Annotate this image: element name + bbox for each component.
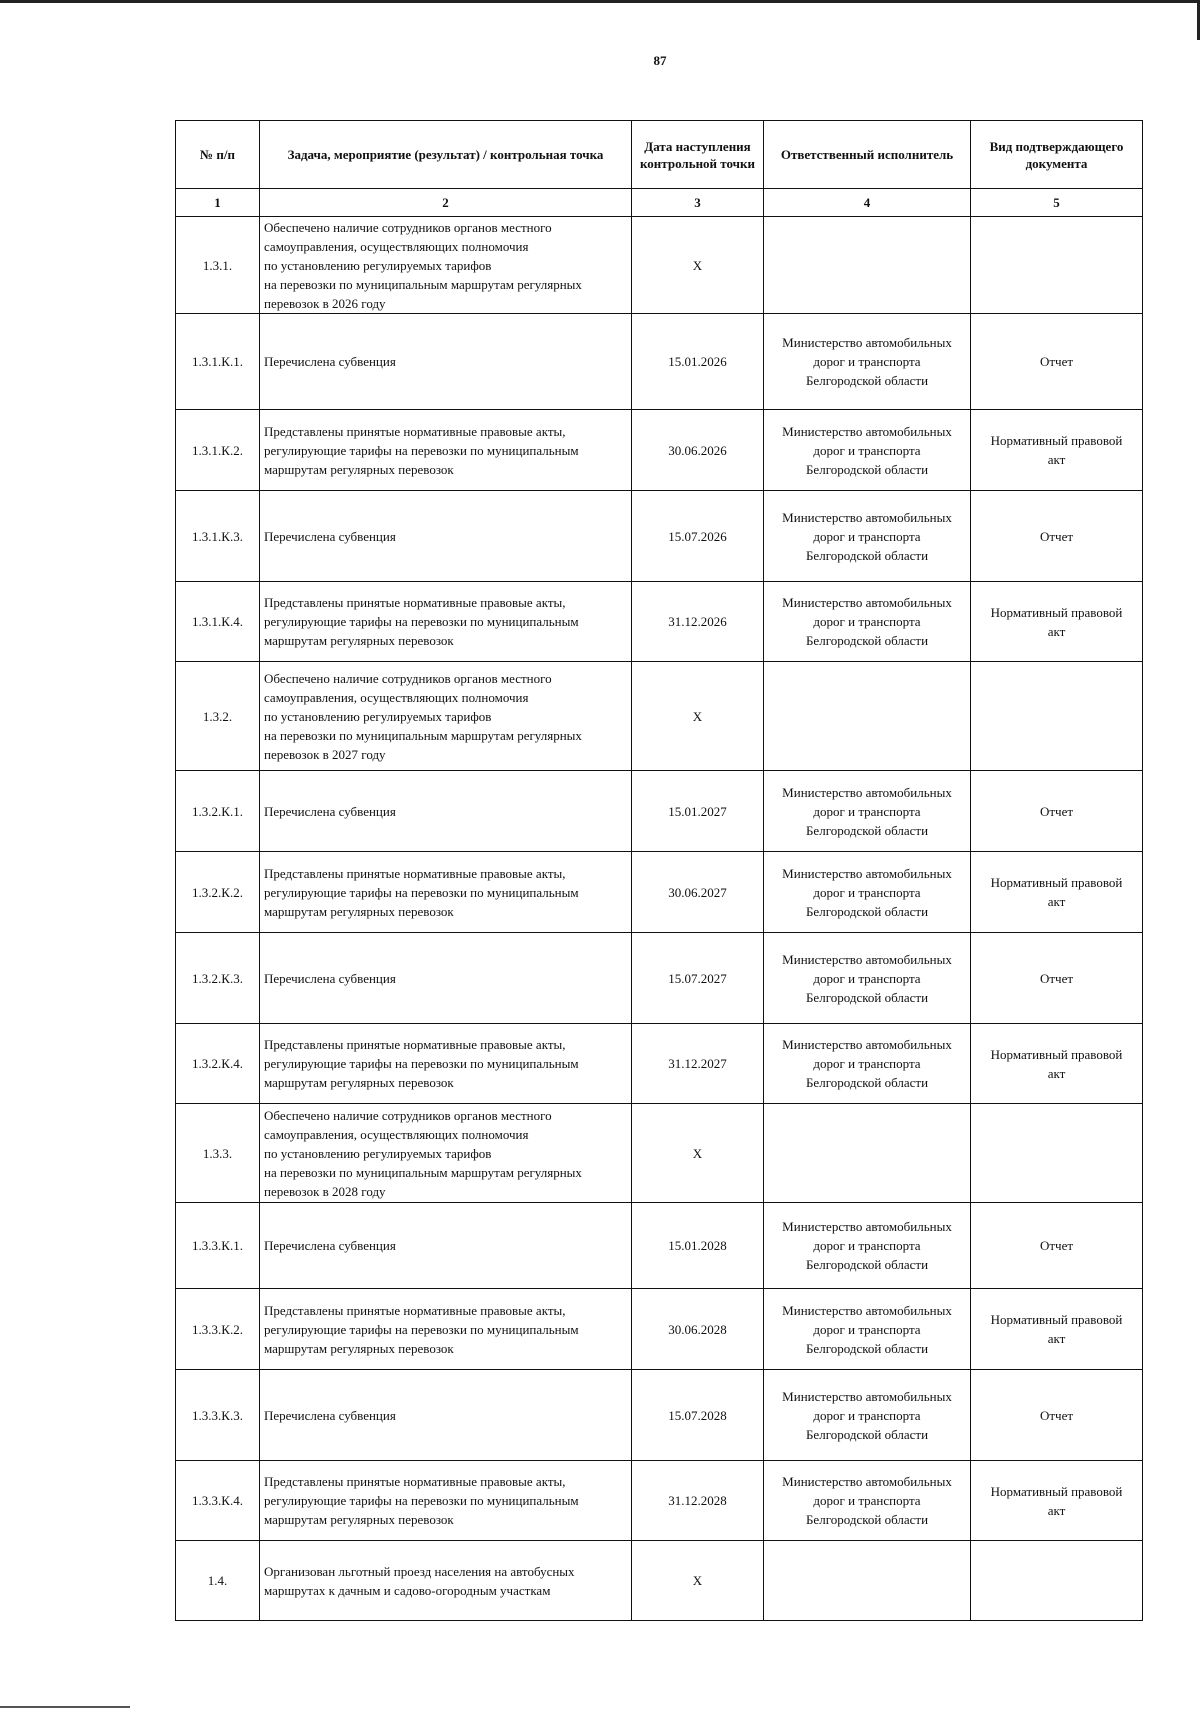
task-text-line: Перечислена субвенция [264, 528, 396, 544]
task-text-line: маршрутам регулярных перевозок [264, 633, 454, 648]
scan-top-edge [0, 0, 1200, 3]
row-number: 1.3.1. [176, 217, 260, 314]
document-type-line: Нормативный правовой [990, 1046, 1123, 1062]
task-cell [260, 314, 632, 410]
row-number: 1.4. [176, 1541, 260, 1621]
task-text-line: Представлены принятые нормативные правовые акты, [264, 1474, 566, 1489]
executor-text-line: дорог и транспорта [813, 354, 921, 369]
executor-text-line: Министерство автомобильных [782, 1474, 952, 1489]
task-text-line: Перечислена субвенция [264, 1407, 396, 1423]
executor-text-line: дорог и транспорта [813, 614, 921, 629]
table-row [176, 1289, 1143, 1370]
row-number: 1.3.2.К.3. [176, 933, 260, 1024]
executor-cell [764, 1541, 971, 1621]
table-row [176, 1370, 1143, 1461]
table-row [176, 933, 1143, 1024]
executor-text-line: дорог и транспорта [813, 442, 921, 458]
task-cell [260, 1203, 632, 1289]
header-executor: Ответственный исполнитель [764, 121, 971, 189]
document-type-cell [971, 933, 1143, 1024]
document-type-cell [971, 314, 1143, 410]
date-cell: 30.06.2026 [632, 410, 764, 491]
document-type-cell [971, 1541, 1143, 1621]
table-row [176, 491, 1143, 582]
task-text-line: самоуправления, осуществляющих полномочия [264, 689, 529, 705]
executor-text-line: Министерство автомобильных [782, 951, 952, 967]
executor-text-line: Белгородской области [805, 633, 929, 648]
row-number: 1.3.3.К.3. [176, 1370, 260, 1461]
column-number: 1 [176, 189, 260, 217]
document-type-line: акт [1047, 1331, 1066, 1346]
date-cell: X [632, 662, 764, 771]
executor-text-line: дорог и транспорта [813, 970, 921, 986]
executor-text-line: Министерство автомобильных [782, 335, 952, 350]
executor-cell [764, 1370, 971, 1461]
scan-bottom-mark [0, 1706, 130, 1708]
executor-text-line: Министерство автомобильных [782, 423, 952, 439]
row-number: 1.3.3. [176, 1104, 260, 1203]
executor-text-line: Белгородской области [805, 461, 929, 477]
executor-text-line: Белгородской области [805, 822, 929, 838]
executor-text-line: дорог и транспорта [813, 1407, 921, 1423]
task-text-line: маршрутам регулярных перевозок [264, 903, 454, 919]
task-text-line: Представлены принятые нормативные правовые акты, [264, 423, 566, 439]
executor-cell [764, 1203, 971, 1289]
task-text-line: маршрутам регулярных перевозок [264, 1075, 454, 1090]
column-number-row [176, 189, 1143, 217]
document-type-cell [971, 1104, 1143, 1203]
document-type-line: акт [1047, 623, 1066, 639]
executor-cell [764, 933, 971, 1024]
executor-text-line: Министерство автомобильных [782, 595, 952, 610]
task-cell [260, 933, 632, 1024]
document-type-cell [971, 491, 1143, 582]
executor-cell [764, 314, 971, 410]
task-cell [260, 217, 632, 314]
table-row [176, 1104, 1143, 1203]
task-cell [260, 1541, 632, 1621]
executor-text-line: Министерство автомобильных [782, 1037, 952, 1052]
date-cell: X [632, 1104, 764, 1203]
row-number: 1.3.3.К.4. [176, 1461, 260, 1541]
document-type-line: Отчет [1039, 970, 1074, 986]
executor-cell [764, 410, 971, 491]
task-cell [260, 662, 632, 771]
header-number: № п/п [176, 121, 260, 189]
executor-cell [764, 1024, 971, 1104]
date-cell: 15.01.2028 [632, 1203, 764, 1289]
row-number: 1.3.2.К.2. [176, 852, 260, 933]
document-type-line: акт [1047, 1065, 1066, 1081]
executor-text-line: дорог и транспорта [813, 1056, 921, 1071]
executor-text-line: Белгородской области [805, 1512, 929, 1527]
executor-text-line: Белгородской области [805, 903, 929, 919]
document-type-cell [971, 410, 1143, 491]
row-number: 1.3.3.К.2. [176, 1289, 260, 1370]
task-cell [260, 1289, 632, 1370]
date-cell: X [632, 217, 764, 314]
executor-cell [764, 1289, 971, 1370]
task-cell [260, 1370, 632, 1461]
header-task: Задача, мероприятие (результат) / контрольная точка [260, 121, 632, 189]
header-date: Дата наступления контрольной точки [632, 121, 764, 189]
executor-text-line: дорог и транспорта [813, 884, 921, 900]
task-text-line: на перевозки по муниципальным маршрутам регулярных [264, 276, 582, 292]
document-type-line: Нормативный правовой [990, 875, 1123, 890]
task-text-line: Обеспечено наличие сотрудников органов местного [264, 219, 552, 235]
executor-text-line: Министерство автомобильных [782, 1388, 952, 1404]
table-row [176, 771, 1143, 852]
document-type-line: Отчет [1039, 528, 1074, 544]
row-number: 1.3.1.К.1. [176, 314, 260, 410]
executor-text-line: дорог и транспорта [813, 803, 921, 819]
table-row [176, 852, 1143, 933]
task-text-line: по установлению регулируемых тарифов [264, 257, 492, 273]
date-cell: X [632, 1541, 764, 1621]
task-text-line: регулирующие тарифы на перевозки по муниципальным [264, 1321, 579, 1337]
table-row [176, 662, 1143, 771]
document-type-line: Отчет [1039, 354, 1074, 369]
executor-cell [764, 1104, 971, 1203]
row-number: 1.3.2. [176, 662, 260, 771]
executor-cell [764, 662, 971, 771]
task-text-line: Обеспечено наличие сотрудников органов местного [264, 1107, 552, 1123]
date-cell: 15.01.2027 [632, 771, 764, 852]
document-type-cell [971, 771, 1143, 852]
task-text-line: Перечислена субвенция [264, 970, 396, 986]
table-header-row [176, 121, 1143, 189]
document-type-cell [971, 1289, 1143, 1370]
executor-text-line: дорог и транспорта [813, 1493, 921, 1508]
task-text-line: перевозок в 2027 году [264, 746, 386, 762]
document-type-line: Отчет [1039, 1238, 1074, 1253]
document-type-line: акт [1047, 452, 1066, 467]
task-text-line: Перечислена субвенция [264, 354, 396, 369]
executor-text-line: Белгородской области [805, 989, 929, 1005]
task-text-line: перевозок в 2028 году [264, 1183, 386, 1199]
executor-text-line: дорог и транспорта [813, 528, 921, 544]
task-text-line: Обеспечено наличие сотрудников органов местного [264, 670, 552, 686]
task-text-line: самоуправления, осуществляющих полномочия [264, 1126, 529, 1142]
date-cell: 15.07.2028 [632, 1370, 764, 1461]
document-type-cell [971, 662, 1143, 771]
executor-cell [764, 771, 971, 852]
document-type-cell [971, 1024, 1143, 1104]
executor-text-line: дорог и транспорта [813, 1238, 921, 1253]
task-text-line: Представлены принятые нормативные правовые акты, [264, 1302, 566, 1318]
table-row [176, 217, 1143, 314]
executor-text-line: Белгородской области [805, 1340, 929, 1356]
task-text-line: регулирующие тарифы на перевозки по муниципальным [264, 1056, 579, 1071]
task-text-line: маршрутам регулярных перевозок [264, 461, 454, 477]
date-cell: 15.07.2026 [632, 491, 764, 582]
task-cell [260, 491, 632, 582]
task-cell [260, 1461, 632, 1541]
date-cell: 15.01.2026 [632, 314, 764, 410]
task-text-line: Представлены принятые нормативные правовые акты, [264, 865, 566, 881]
date-cell: 30.06.2027 [632, 852, 764, 933]
task-text-line: регулирующие тарифы на перевозки по муниципальным [264, 1493, 579, 1508]
document-type-cell [971, 1461, 1143, 1541]
column-number: 5 [971, 189, 1143, 217]
document-type-line: акт [1047, 1502, 1066, 1518]
document-type-line: Нормативный правовой [990, 1312, 1123, 1327]
document-type-line: Отчет [1039, 803, 1074, 819]
executor-cell [764, 582, 971, 662]
executor-text-line: дорог и транспорта [813, 1321, 921, 1337]
task-text-line: маршрутах к дачным и садово-огородным участкам [264, 1582, 551, 1598]
executor-text-line: Министерство автомобильных [782, 1219, 952, 1234]
task-cell [260, 771, 632, 852]
document-type-line: Нормативный правовой [990, 604, 1123, 620]
executor-cell [764, 852, 971, 933]
table-row [176, 582, 1143, 662]
table-row [176, 1541, 1143, 1621]
task-text-line: Организован льготный проезд населения на автобусных [264, 1563, 575, 1579]
row-number: 1.3.2.К.4. [176, 1024, 260, 1104]
task-text-line: маршрутам регулярных перевозок [264, 1512, 454, 1527]
column-number: 2 [260, 189, 632, 217]
executor-text-line: Белгородской области [805, 547, 929, 563]
task-text-line: на перевозки по муниципальным маршрутам регулярных [264, 727, 582, 743]
task-text-line: регулирующие тарифы на перевозки по муниципальным [264, 614, 579, 629]
executor-text-line: Белгородской области [805, 1075, 929, 1090]
document-type-line: Нормативный правовой [990, 433, 1123, 448]
task-text-line: регулирующие тарифы на перевозки по муниципальным [264, 442, 579, 458]
task-text-line: регулирующие тарифы на перевозки по муниципальным [264, 884, 579, 900]
task-cell [260, 410, 632, 491]
task-text-line: по установлению регулируемых тарифов [264, 1145, 492, 1161]
page-number: 87 [653, 53, 667, 68]
table-row [176, 1203, 1143, 1289]
column-number: 4 [764, 189, 971, 217]
executor-text-line: Министерство автомобильных [782, 1302, 952, 1318]
task-text-line: перевозок в 2026 году [264, 295, 386, 311]
task-cell [260, 1104, 632, 1203]
row-number: 1.3.3.К.1. [176, 1203, 260, 1289]
column-number: 3 [632, 189, 764, 217]
table-row [176, 1461, 1143, 1541]
task-cell [260, 582, 632, 662]
row-number: 1.3.2.К.1. [176, 771, 260, 852]
task-text-line: на перевозки по муниципальным маршрутам регулярных [264, 1164, 582, 1180]
task-text-line: по установлению регулируемых тарифов [264, 708, 492, 724]
executor-text-line: Министерство автомобильных [782, 784, 952, 800]
task-text-line: самоуправления, осуществляющих полномочия [264, 238, 529, 254]
row-number: 1.3.1.К.2. [176, 410, 260, 491]
executor-text-line: Министерство автомобильных [782, 509, 952, 525]
date-cell: 31.12.2026 [632, 582, 764, 662]
document-type-cell [971, 217, 1143, 314]
executor-cell [764, 1461, 971, 1541]
document-type-cell [971, 1370, 1143, 1461]
date-cell: 31.12.2028 [632, 1461, 764, 1541]
date-cell: 15.07.2027 [632, 933, 764, 1024]
date-cell: 31.12.2027 [632, 1024, 764, 1104]
task-cell [260, 1024, 632, 1104]
task-text-line: маршрутам регулярных перевозок [264, 1340, 454, 1356]
document-type-line: акт [1047, 894, 1066, 909]
task-cell [260, 852, 632, 933]
table-row [176, 1024, 1143, 1104]
header-document: Вид подтверждающего документа [971, 121, 1143, 189]
document-type-line: Нормативный правовой [990, 1483, 1123, 1499]
document-type-cell [971, 1203, 1143, 1289]
control-points-table [175, 120, 1143, 1621]
task-text-line: Представлены принятые нормативные правовые акты, [264, 595, 566, 610]
task-text-line: Перечислена субвенция [264, 1238, 396, 1253]
row-number: 1.3.1.К.4. [176, 582, 260, 662]
executor-cell [764, 217, 971, 314]
table-row [176, 314, 1143, 410]
executor-text-line: Белгородской области [805, 373, 929, 388]
row-number: 1.3.1.К.3. [176, 491, 260, 582]
executor-text-line: Белгородской области [805, 1257, 929, 1272]
document-type-line: Отчет [1039, 1407, 1074, 1423]
executor-cell [764, 491, 971, 582]
executor-text-line: Белгородской области [805, 1426, 929, 1442]
executor-text-line: Министерство автомобильных [782, 865, 952, 881]
task-text-line: Представлены принятые нормативные правовые акты, [264, 1037, 566, 1052]
document-type-cell [971, 582, 1143, 662]
date-cell: 30.06.2028 [632, 1289, 764, 1370]
table-row [176, 410, 1143, 491]
task-text-line: Перечислена субвенция [264, 803, 396, 819]
document-type-cell [971, 852, 1143, 933]
